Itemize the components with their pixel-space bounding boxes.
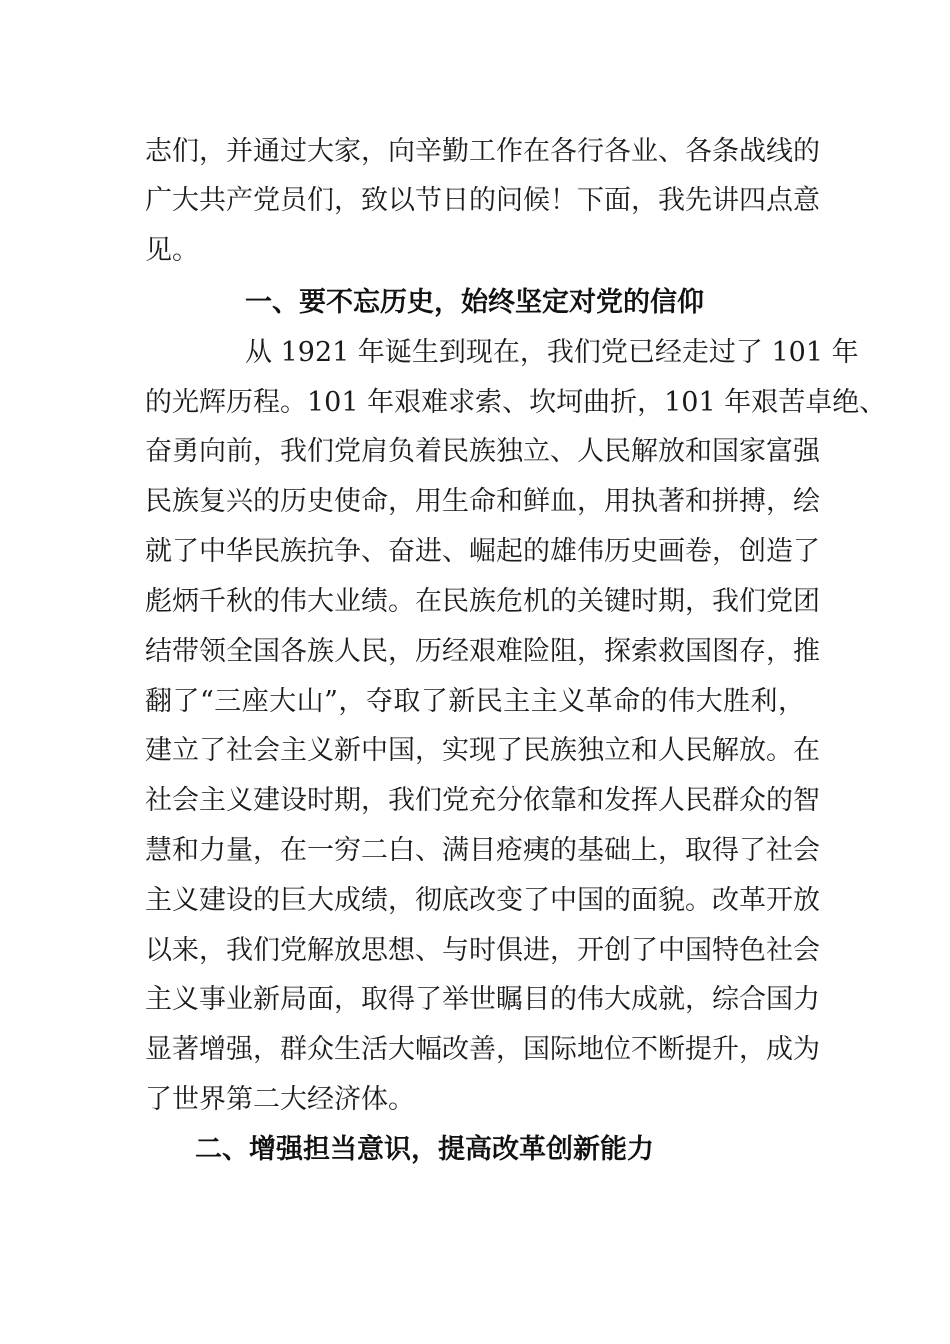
- paragraph-line: 见。: [145, 235, 199, 266]
- paragraph-line: 奋勇向前，我们党肩负着民族独立、人民解放和国家富强: [145, 436, 820, 467]
- paragraph-line: 广大共产党员们，致以节日的问候！下面，我先讲四点意: [145, 185, 820, 216]
- paragraph-line: 从 1921 年诞生到现在，我们党已经走过了 101 年: [245, 337, 859, 368]
- paragraph-line: 结带领全国各族人民，历经艰难险阻，探索救国图存，推: [145, 636, 820, 667]
- paragraph-line: 建立了社会主义新中国，实现了民族独立和人民解放。在: [145, 735, 820, 766]
- paragraph-line: 显著增强，群众生活大幅改善，国际地位不断提升，成为: [145, 1034, 820, 1065]
- paragraph-line: 彪炳千秋的伟大业绩。在民族危机的关键时期，我们党团: [145, 586, 820, 617]
- paragraph-line: 了世界第二大经济体。: [145, 1084, 415, 1115]
- paragraph-line: 的光辉历程。101 年艰难求索、坎坷曲折，101 年艰苦卓绝、: [145, 387, 887, 418]
- paragraph-line: 就了中华民族抗争、奋进、崛起的雄伟历史画卷，创造了: [145, 536, 820, 567]
- paragraph-line: 志们，并通过大家，向辛勤工作在各行各业、各条战线的: [145, 136, 820, 167]
- section-heading-2: 二、增强担当意识，提高改革创新能力: [195, 1134, 654, 1165]
- paragraph-line: 翻了“三座大山”，夺取了新民主主义革命的伟大胜利，: [145, 686, 805, 717]
- paragraph-line: 以来，我们党解放思想、与时俱进，开创了中国特色社会: [145, 935, 820, 966]
- paragraph-line: 民族复兴的历史使命，用生命和鲜血，用执著和拼搏，绘: [145, 486, 820, 517]
- section-heading-1: 一、要不忘历史，始终坚定对党的信仰: [245, 287, 704, 318]
- paragraph-line: 社会主义建设时期，我们党充分依靠和发挥人民群众的智: [145, 785, 820, 816]
- paragraph-line: 主义事业新局面，取得了举世瞩目的伟大成就，综合国力: [145, 984, 820, 1015]
- paragraph-line: 慧和力量，在一穷二白、满目疮痍的基础上，取得了社会: [145, 835, 820, 866]
- paragraph-line: 主义建设的巨大成绩，彻底改变了中国的面貌。改革开放: [145, 885, 820, 916]
